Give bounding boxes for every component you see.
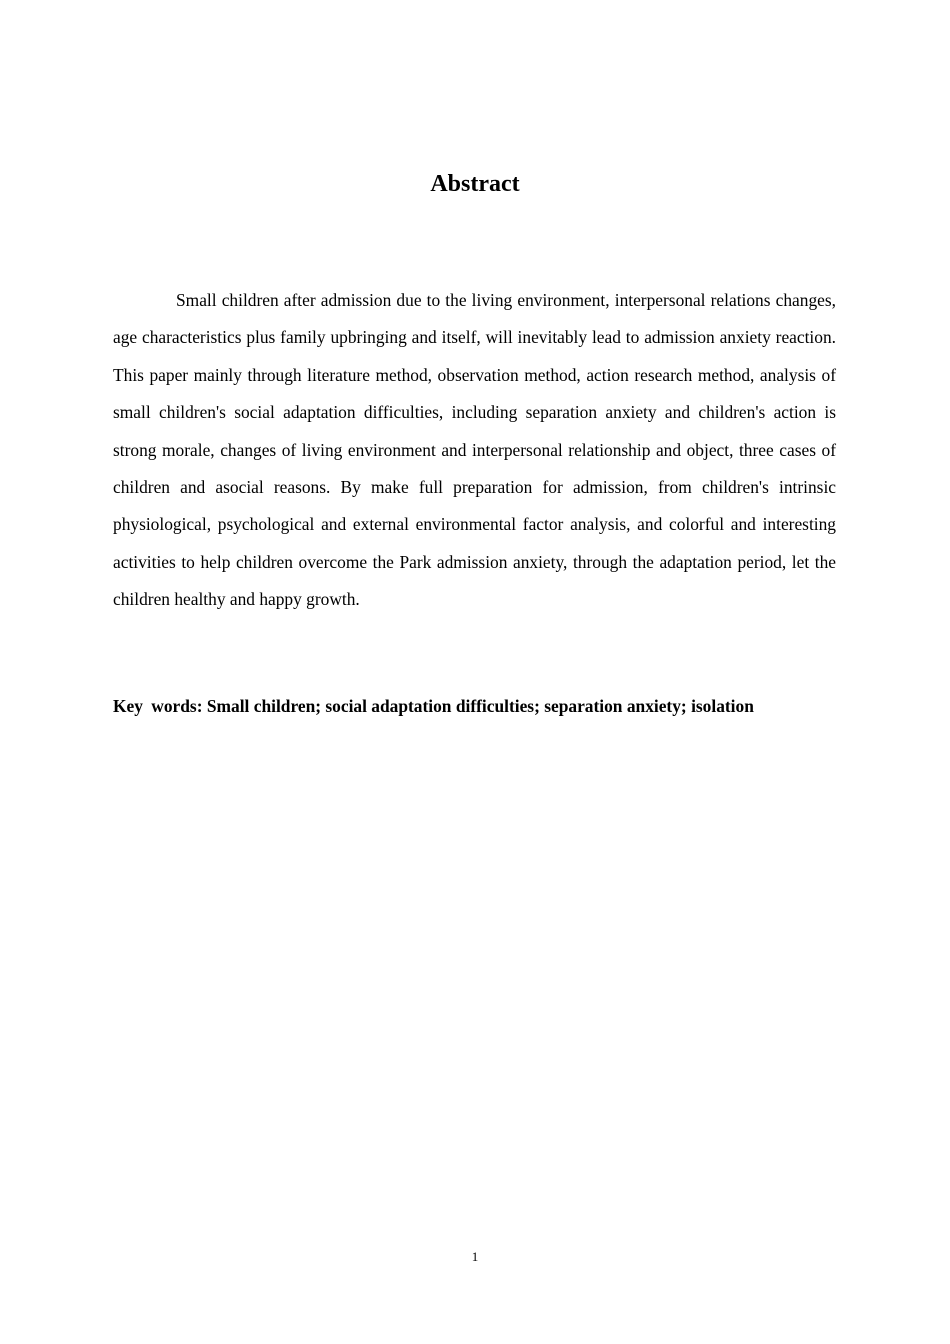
keywords-line — [113, 691, 873, 721]
page-title: Abstract — [430, 171, 520, 197]
keywords-list: Small children; social adaptation difficulties; separation anxiety; isolation — [206, 696, 754, 716]
page-number: 1 — [471, 1249, 479, 1264]
keywords-label: Key words: — [113, 696, 203, 716]
abstract-paragraph: Small children after admission due to the living environment, interpersonal relations changes, age characteristics plus family upbringing and itself, will inevitably lead to admission anxiety reaction. This paper mainly through literature method, observation method, action research method, analysis of small children's social adaptation difficulties, including separation anxiety and children's action is strong morale, changes of living environment and interpersonal relationship and object, three cases of children and asocial reasons. By make full preparation for admission, from children's intrinsic physiological, psychological and external environmental factor analysis, and colorful and interesting activities to help children overcome the Park admission anxiety, through the adaptation period, let the children healthy and happy growth. — [113, 290, 836, 610]
